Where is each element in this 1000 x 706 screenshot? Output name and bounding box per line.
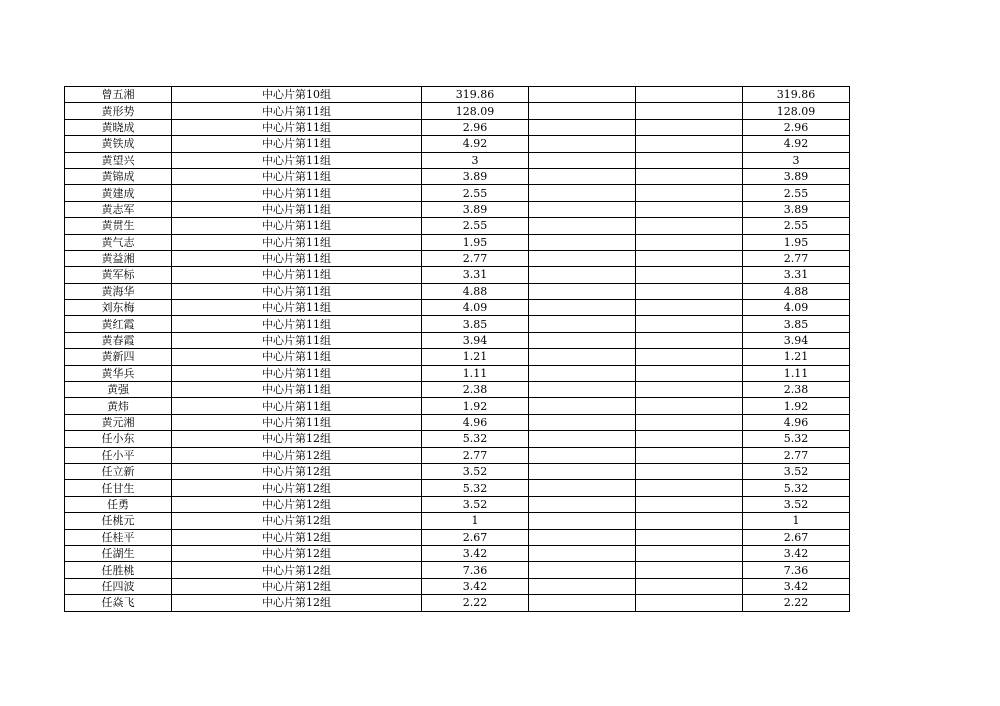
group-cell: 中心片第12组 <box>172 463 422 479</box>
group-cell: 中心片第11组 <box>172 300 422 316</box>
total-cell: 1 <box>743 513 850 529</box>
blank-cell-2 <box>636 234 743 250</box>
group-cell: 中心片第11组 <box>172 201 422 217</box>
blank-cell-2 <box>636 595 743 611</box>
blank-cell-2 <box>636 267 743 283</box>
blank-cell-2 <box>636 496 743 512</box>
name-cell: 任甘生 <box>65 480 172 496</box>
table-row <box>65 250 850 266</box>
blank-cell-1 <box>529 562 636 578</box>
blank-cell-2 <box>636 414 743 430</box>
group-cell: 中心片第11组 <box>172 382 422 398</box>
blank-cell-1 <box>529 480 636 496</box>
blank-cell-2 <box>636 480 743 496</box>
table-row <box>65 234 850 250</box>
name-cell: 黄晓成 <box>65 119 172 135</box>
group-cell: 中心片第11组 <box>172 168 422 184</box>
group-cell: 中心片第12组 <box>172 529 422 545</box>
blank-cell-2 <box>636 431 743 447</box>
total-cell: 5.32 <box>743 480 850 496</box>
blank-cell-2 <box>636 398 743 414</box>
amount-cell: 1 <box>422 513 529 529</box>
amount-cell: 3.52 <box>422 463 529 479</box>
table-row <box>65 283 850 299</box>
name-cell: 刘东梅 <box>65 300 172 316</box>
blank-cell-1 <box>529 152 636 168</box>
blank-cell-1 <box>529 103 636 119</box>
table-row <box>65 168 850 184</box>
group-cell: 中心片第11组 <box>172 218 422 234</box>
name-cell: 黄华兵 <box>65 365 172 381</box>
group-cell: 中心片第11组 <box>172 365 422 381</box>
table-row <box>65 300 850 316</box>
total-cell: 2.77 <box>743 250 850 266</box>
blank-cell-1 <box>529 578 636 594</box>
blank-cell-1 <box>529 119 636 135</box>
table-body <box>65 87 850 612</box>
amount-cell: 3.42 <box>422 545 529 561</box>
total-cell: 128.09 <box>743 103 850 119</box>
blank-cell-2 <box>636 283 743 299</box>
total-cell: 2.55 <box>743 185 850 201</box>
name-cell: 黄海华 <box>65 283 172 299</box>
table-row <box>65 218 850 234</box>
blank-cell-2 <box>636 136 743 152</box>
name-cell: 黄益湘 <box>65 250 172 266</box>
table-row <box>65 463 850 479</box>
name-cell: 任小东 <box>65 431 172 447</box>
table-row <box>65 398 850 414</box>
name-cell: 黄望兴 <box>65 152 172 168</box>
name-cell: 曾五湘 <box>65 87 172 103</box>
total-cell: 4.96 <box>743 414 850 430</box>
group-cell: 中心片第11组 <box>172 103 422 119</box>
table-row <box>65 447 850 463</box>
group-cell: 中心片第11组 <box>172 267 422 283</box>
amount-cell: 2.96 <box>422 119 529 135</box>
amount-cell: 3.89 <box>422 168 529 184</box>
blank-cell-2 <box>636 103 743 119</box>
group-cell: 中心片第12组 <box>172 513 422 529</box>
group-cell: 中心片第11组 <box>172 349 422 365</box>
group-cell: 中心片第12组 <box>172 562 422 578</box>
group-cell: 中心片第11组 <box>172 414 422 430</box>
total-cell: 2.96 <box>743 119 850 135</box>
table-row <box>65 332 850 348</box>
blank-cell-2 <box>636 332 743 348</box>
blank-cell-2 <box>636 463 743 479</box>
table-row <box>65 87 850 103</box>
blank-cell-1 <box>529 332 636 348</box>
blank-cell-2 <box>636 87 743 103</box>
blank-cell-2 <box>636 365 743 381</box>
blank-cell-1 <box>529 87 636 103</box>
name-cell: 黄气志 <box>65 234 172 250</box>
blank-cell-2 <box>636 152 743 168</box>
total-cell: 2.67 <box>743 529 850 545</box>
group-cell: 中心片第10组 <box>172 87 422 103</box>
blank-cell-1 <box>529 496 636 512</box>
group-cell: 中心片第11组 <box>172 119 422 135</box>
group-cell: 中心片第11组 <box>172 332 422 348</box>
blank-cell-2 <box>636 218 743 234</box>
blank-cell-2 <box>636 545 743 561</box>
name-cell: 黄志军 <box>65 201 172 217</box>
group-cell: 中心片第12组 <box>172 595 422 611</box>
total-cell: 3.42 <box>743 545 850 561</box>
amount-cell: 4.88 <box>422 283 529 299</box>
blank-cell-1 <box>529 218 636 234</box>
blank-cell-1 <box>529 316 636 332</box>
blank-cell-2 <box>636 349 743 365</box>
blank-cell-1 <box>529 447 636 463</box>
amount-cell: 1.95 <box>422 234 529 250</box>
blank-cell-1 <box>529 349 636 365</box>
table-row <box>65 185 850 201</box>
table-row <box>65 529 850 545</box>
amount-cell: 3.31 <box>422 267 529 283</box>
total-cell: 3.42 <box>743 578 850 594</box>
amount-cell: 3.94 <box>422 332 529 348</box>
name-cell: 任四波 <box>65 578 172 594</box>
amount-cell: 3.42 <box>422 578 529 594</box>
table-row <box>65 562 850 578</box>
blank-cell-1 <box>529 414 636 430</box>
name-cell: 黄贯生 <box>65 218 172 234</box>
table-row <box>65 201 850 217</box>
blank-cell-1 <box>529 513 636 529</box>
table-row <box>65 119 850 135</box>
group-cell: 中心片第12组 <box>172 447 422 463</box>
total-cell: 2.38 <box>743 382 850 398</box>
total-cell: 1.21 <box>743 349 850 365</box>
amount-cell: 319.86 <box>422 87 529 103</box>
blank-cell-2 <box>636 382 743 398</box>
total-cell: 5.32 <box>743 431 850 447</box>
amount-cell: 1.92 <box>422 398 529 414</box>
name-cell: 黄强 <box>65 382 172 398</box>
blank-cell-2 <box>636 168 743 184</box>
amount-cell: 3 <box>422 152 529 168</box>
blank-cell-1 <box>529 250 636 266</box>
name-cell: 黄红霞 <box>65 316 172 332</box>
group-cell: 中心片第11组 <box>172 185 422 201</box>
blank-cell-1 <box>529 201 636 217</box>
total-cell: 3.31 <box>743 267 850 283</box>
table-row <box>65 365 850 381</box>
table-row <box>65 152 850 168</box>
blank-cell-2 <box>636 119 743 135</box>
total-cell: 3.85 <box>743 316 850 332</box>
amount-cell: 1.11 <box>422 365 529 381</box>
blank-cell-2 <box>636 447 743 463</box>
group-cell: 中心片第12组 <box>172 480 422 496</box>
name-cell: 任立新 <box>65 463 172 479</box>
total-cell: 2.77 <box>743 447 850 463</box>
blank-cell-1 <box>529 431 636 447</box>
name-cell: 黄锦成 <box>65 168 172 184</box>
group-cell: 中心片第11组 <box>172 398 422 414</box>
name-cell: 任小平 <box>65 447 172 463</box>
name-cell: 任焱飞 <box>65 595 172 611</box>
blank-cell-1 <box>529 136 636 152</box>
amount-cell: 2.38 <box>422 382 529 398</box>
table-row <box>65 316 850 332</box>
table-row <box>65 136 850 152</box>
blank-cell-2 <box>636 185 743 201</box>
group-cell: 中心片第11组 <box>172 152 422 168</box>
group-cell: 中心片第11组 <box>172 136 422 152</box>
name-cell: 黄新四 <box>65 349 172 365</box>
group-cell: 中心片第11组 <box>172 250 422 266</box>
table-row <box>65 480 850 496</box>
total-cell: 3.52 <box>743 496 850 512</box>
table-row <box>65 595 850 611</box>
total-cell: 1.95 <box>743 234 850 250</box>
total-cell: 3.89 <box>743 201 850 217</box>
blank-cell-1 <box>529 283 636 299</box>
amount-cell: 4.09 <box>422 300 529 316</box>
amount-cell: 5.32 <box>422 480 529 496</box>
blank-cell-2 <box>636 562 743 578</box>
amount-cell: 2.77 <box>422 447 529 463</box>
total-cell: 3.89 <box>743 168 850 184</box>
amount-cell: 7.36 <box>422 562 529 578</box>
total-cell: 1.92 <box>743 398 850 414</box>
name-cell: 任勇 <box>65 496 172 512</box>
blank-cell-2 <box>636 578 743 594</box>
table-row <box>65 349 850 365</box>
amount-cell: 3.52 <box>422 496 529 512</box>
group-cell: 中心片第11组 <box>172 283 422 299</box>
blank-cell-2 <box>636 529 743 545</box>
blank-cell-2 <box>636 316 743 332</box>
blank-cell-1 <box>529 267 636 283</box>
blank-cell-2 <box>636 250 743 266</box>
table-row <box>65 382 850 398</box>
group-cell: 中心片第12组 <box>172 545 422 561</box>
blank-cell-1 <box>529 529 636 545</box>
total-cell: 3.94 <box>743 332 850 348</box>
name-cell: 任桂平 <box>65 529 172 545</box>
group-cell: 中心片第12组 <box>172 578 422 594</box>
amount-cell: 4.96 <box>422 414 529 430</box>
total-cell: 319.86 <box>743 87 850 103</box>
blank-cell-2 <box>636 513 743 529</box>
blank-cell-1 <box>529 463 636 479</box>
group-cell: 中心片第12组 <box>172 431 422 447</box>
blank-cell-1 <box>529 185 636 201</box>
table-row <box>65 103 850 119</box>
name-cell: 任桃元 <box>65 513 172 529</box>
table-row <box>65 431 850 447</box>
blank-cell-1 <box>529 300 636 316</box>
amount-cell: 5.32 <box>422 431 529 447</box>
blank-cell-1 <box>529 382 636 398</box>
total-cell: 3 <box>743 152 850 168</box>
name-cell: 任湖生 <box>65 545 172 561</box>
total-cell: 4.92 <box>743 136 850 152</box>
blank-cell-1 <box>529 234 636 250</box>
name-cell: 黄炜 <box>65 398 172 414</box>
name-cell: 任胜桃 <box>65 562 172 578</box>
total-cell: 3.52 <box>743 463 850 479</box>
table-row <box>65 578 850 594</box>
total-cell: 2.55 <box>743 218 850 234</box>
total-cell: 4.09 <box>743 300 850 316</box>
blank-cell-2 <box>636 201 743 217</box>
total-cell: 4.88 <box>743 283 850 299</box>
amount-cell: 128.09 <box>422 103 529 119</box>
name-cell: 黄铁成 <box>65 136 172 152</box>
name-cell: 黄军标 <box>65 267 172 283</box>
amount-cell: 4.92 <box>422 136 529 152</box>
table-row <box>65 267 850 283</box>
amount-cell: 2.55 <box>422 185 529 201</box>
group-cell: 中心片第11组 <box>172 234 422 250</box>
name-cell: 黄元湘 <box>65 414 172 430</box>
amount-cell: 1.21 <box>422 349 529 365</box>
total-cell: 7.36 <box>743 562 850 578</box>
data-table <box>64 86 850 612</box>
blank-cell-1 <box>529 595 636 611</box>
blank-cell-1 <box>529 168 636 184</box>
amount-cell: 2.77 <box>422 250 529 266</box>
blank-cell-1 <box>529 398 636 414</box>
name-cell: 黄形势 <box>65 103 172 119</box>
table-row <box>65 414 850 430</box>
group-cell: 中心片第11组 <box>172 316 422 332</box>
amount-cell: 2.55 <box>422 218 529 234</box>
blank-cell-1 <box>529 365 636 381</box>
table-row <box>65 545 850 561</box>
table-row <box>65 496 850 512</box>
amount-cell: 2.67 <box>422 529 529 545</box>
group-cell: 中心片第12组 <box>172 496 422 512</box>
total-cell: 2.22 <box>743 595 850 611</box>
name-cell: 黄建成 <box>65 185 172 201</box>
blank-cell-1 <box>529 545 636 561</box>
table-row <box>65 513 850 529</box>
total-cell: 1.11 <box>743 365 850 381</box>
blank-cell-2 <box>636 300 743 316</box>
amount-cell: 2.22 <box>422 595 529 611</box>
name-cell: 黄春霞 <box>65 332 172 348</box>
amount-cell: 3.89 <box>422 201 529 217</box>
amount-cell: 3.85 <box>422 316 529 332</box>
